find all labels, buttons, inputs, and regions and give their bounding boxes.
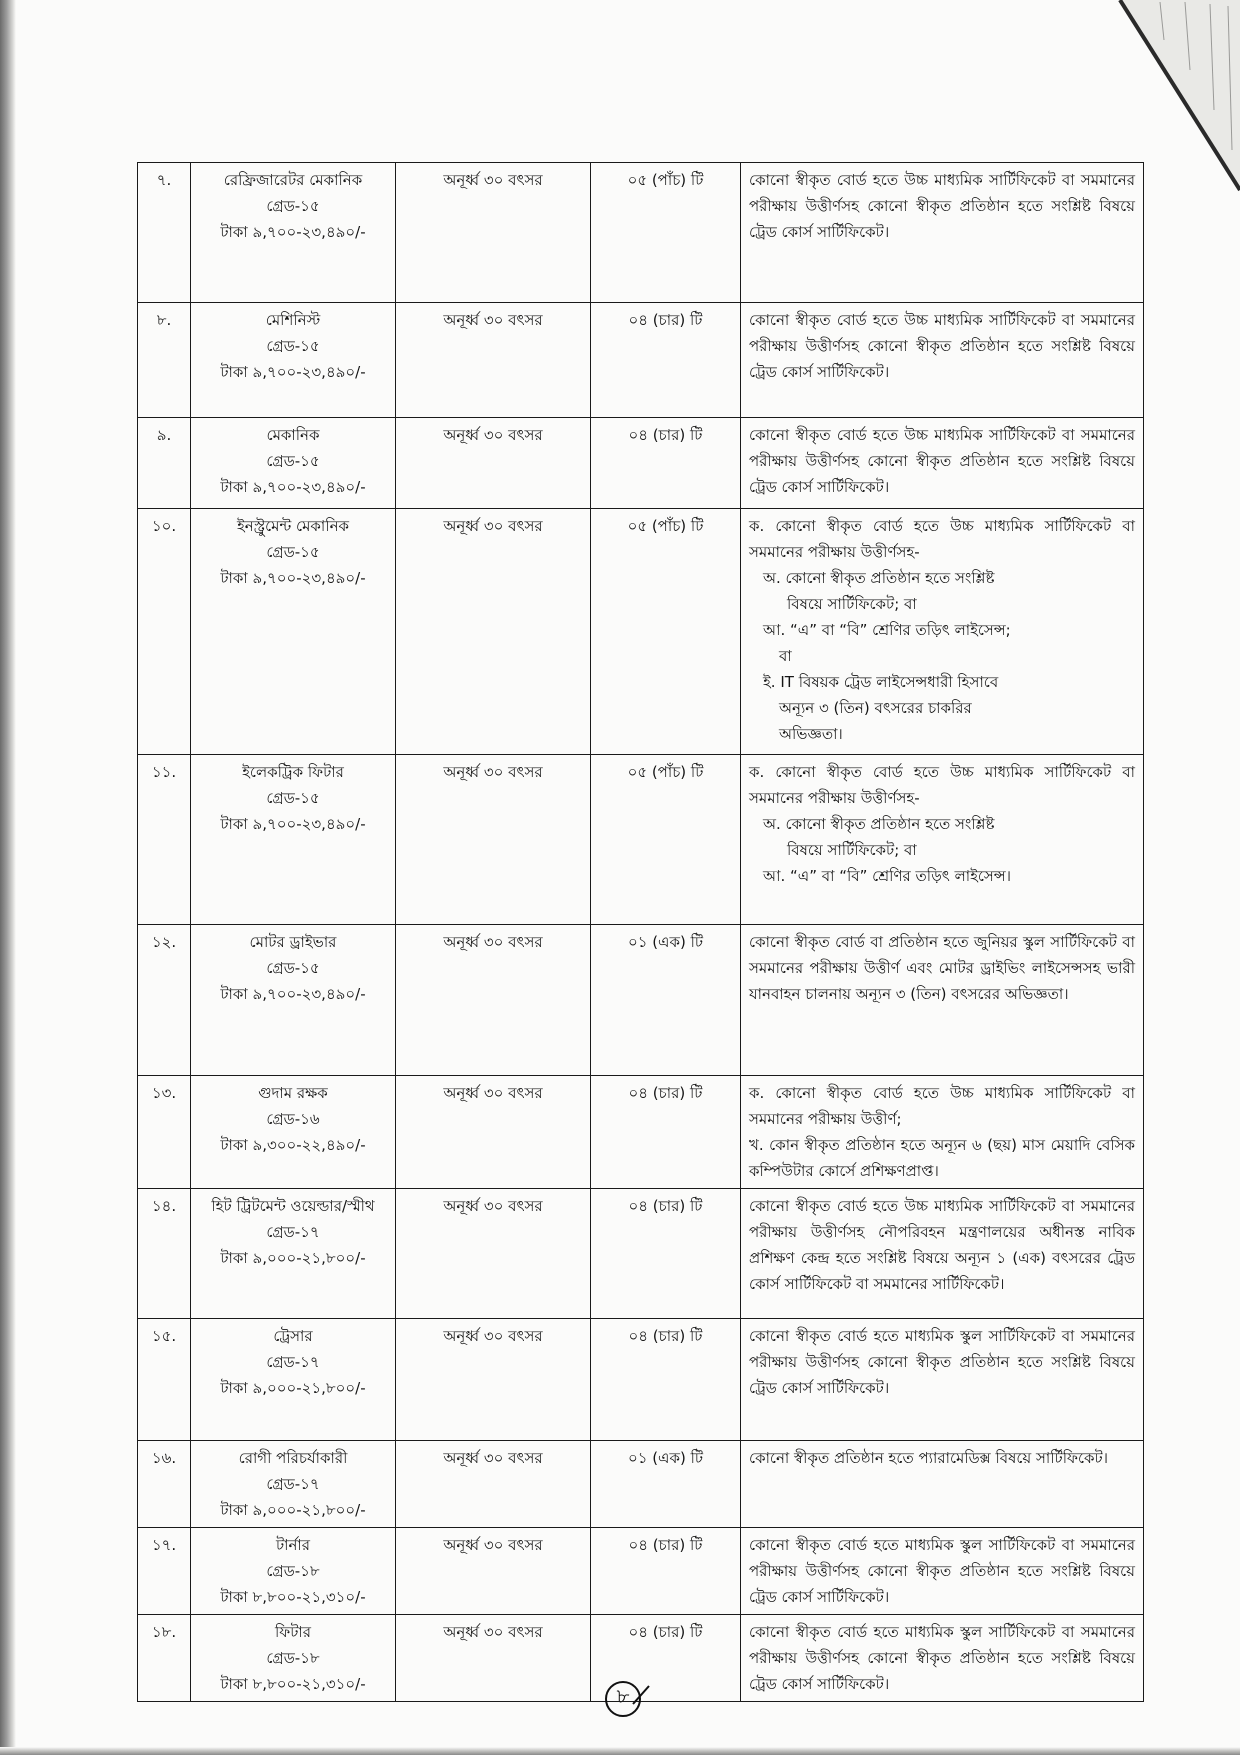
qualification-line: অ. কোনো স্বীকৃত প্রতিষ্ঠান হতে সংশ্লিষ্ট: [763, 815, 995, 833]
qualification-line: আ. “এ” বা “বি” শ্রেণির তড়িৎ লাইসেন্স;: [763, 621, 1011, 639]
table-row: [138, 163, 1144, 303]
page-number-text: ৮: [616, 1684, 630, 1708]
post-cell: [191, 755, 396, 925]
post-cell: [191, 1528, 396, 1615]
vacancy-count: ০৫ (পাঁচ) টি: [591, 509, 741, 755]
serial-number: ১২.: [138, 925, 191, 1076]
post-grade: গ্রেড-১৬: [266, 1110, 320, 1128]
qualification-line: কোনো স্বীকৃত বোর্ড হতে উচ্চ মাধ্যমিক সার্টিফিকেট বা সমমানের পরীক্ষায় উত্তীর্ণসহ কোনো স্বীকৃত প্রতিষ্ঠান হতে সংশ্লিষ্ট বিষয়ে ট্রেড কোর্স সার্টিফিকেট।: [749, 311, 1135, 381]
qualification-line: কোনো স্বীকৃত বোর্ড হতে মাধ্যমিক স্কুল সার্টিফিকেট বা সমমানের পরীক্ষায় উত্তীর্ণসহ কোনো স্বীকৃত প্রতিষ্ঠান হতে সংশ্লিষ্ট বিষয়ে ট্রেড কোর্স সার্টিফিকেট।: [749, 1623, 1135, 1693]
qualification-line: অ. কোনো স্বীকৃত প্রতিষ্ঠান হতে সংশ্লিষ্ট: [763, 569, 995, 587]
qualification-line: কোনো স্বীকৃত বোর্ড হতে মাধ্যমিক স্কুল সার্টিফিকেট বা সমমানের পরীক্ষায় উত্তীর্ণসহ কোনো স্বীকৃত প্রতিষ্ঠান হতে সংশ্লিষ্ট বিষয়ে ট্রেড কোর্স সার্টিফিকেট।: [749, 1536, 1135, 1606]
qualification: [741, 1319, 1144, 1441]
qualification: [741, 1615, 1144, 1702]
qualification-line: কোনো স্বীকৃত বোর্ড বা প্রতিষ্ঠান হতে জুনিয়র স্কুল সার্টিফিকেট বা সমমানের পরীক্ষায় উত্তীর্ণ এবং মোটর ড্রাইভিং লাইসেন্সসহ ভারী যানবাহন চালনায় অন্যূন ৩ (তিন) বৎসরের অভিজ্ঞতা।: [749, 933, 1135, 1003]
vacancy-count: ০৪ (চার) টি: [591, 1319, 741, 1441]
qualification-line: ক. কোনো স্বীকৃত বোর্ড হতে উচ্চ মাধ্যমিক সার্টিফিকেট বা সমমানের পরীক্ষায় উত্তীর্ণসহ-: [749, 517, 1135, 561]
posts-table: [137, 162, 1144, 1702]
post-pay-scale: টাকা ৯,৭০০-২৩,৪৯০/-: [220, 478, 366, 496]
table-row: [138, 1319, 1144, 1441]
qualification-line: কোনো স্বীকৃত বোর্ড হতে উচ্চ মাধ্যমিক সার্টিফিকেট বা সমমানের পরীক্ষায় উত্তীর্ণসহ কোনো স্বীকৃত প্রতিষ্ঠান হতে সংশ্লিষ্ট বিষয়ে ট্রেড কোর্স সার্টিফিকেট।: [749, 426, 1135, 496]
post-cell: [191, 925, 396, 1076]
serial-number: ১০.: [138, 509, 191, 755]
post-pay-scale: টাকা ৯,৭০০-২৩,৪৯০/-: [220, 223, 366, 241]
age-limit: অনূর্ধ্ব ৩০ বৎসর: [396, 163, 591, 303]
qualification-line: বিষয়ে সার্টিফিকেট; বা: [787, 841, 917, 859]
qualification-line: বিষয়ে সার্টিফিকেট; বা: [787, 595, 917, 613]
age-limit: অনূর্ধ্ব ৩০ বৎসর: [396, 303, 591, 418]
post-cell: [191, 303, 396, 418]
age-limit: অনূর্ধ্ব ৩০ বৎসর: [396, 1441, 591, 1528]
handwritten-page-number: [603, 1676, 651, 1720]
post-name: গুদাম রক্ষক: [258, 1084, 328, 1102]
table-row: [138, 1189, 1144, 1319]
post-grade: গ্রেড-১৮: [266, 1562, 320, 1580]
post-grade: গ্রেড-১৫: [266, 197, 320, 215]
table-row: [138, 418, 1144, 509]
post-cell: [191, 1189, 396, 1319]
qualification-line: কোনো স্বীকৃত প্রতিষ্ঠান হতে প্যারামেডিক্স বিষয়ে সার্টিফিকেট।: [749, 1449, 1109, 1467]
qualification: [741, 755, 1144, 925]
post-name: ইলেকট্রিক ফিটার: [242, 763, 344, 781]
post-grade: গ্রেড-১৮: [266, 1649, 320, 1667]
qualification: [741, 509, 1144, 755]
table-row: [138, 303, 1144, 418]
scan-left-edge-shadow: [0, 0, 16, 1755]
post-name: রোগী পরিচর্যাকারী: [238, 1449, 348, 1467]
post-cell: [191, 1441, 396, 1528]
post-name: হিট ট্রিটমেন্ট ওয়েল্ডার/স্মীথ: [211, 1197, 375, 1215]
serial-number: ১৮.: [138, 1615, 191, 1702]
post-pay-scale: টাকা ৮,৮০০-২১,৩১০/-: [220, 1675, 366, 1693]
qualification: [741, 925, 1144, 1076]
age-limit: অনূর্ধ্ব ৩০ বৎসর: [396, 755, 591, 925]
table-row: [138, 1528, 1144, 1615]
vacancy-count: ০৪ (চার) টি: [591, 418, 741, 509]
qualification: [741, 163, 1144, 303]
post-name: টার্নার: [275, 1536, 311, 1554]
post-name: ফিটার: [274, 1623, 312, 1641]
vacancy-count: ০৪ (চার) টি: [591, 1528, 741, 1615]
post-cell: [191, 1319, 396, 1441]
post-pay-scale: টাকা ৮,৮০০-২১,৩১০/-: [220, 1588, 366, 1606]
post-grade: গ্রেড-১৭: [266, 1475, 320, 1493]
serial-number: ১১.: [138, 755, 191, 925]
age-limit: অনূর্ধ্ব ৩০ বৎসর: [396, 1189, 591, 1319]
table-row: [138, 509, 1144, 755]
vacancy-count: ০৫ (পাঁচ) টি: [591, 163, 741, 303]
serial-number: ৮.: [138, 303, 191, 418]
post-pay-scale: টাকা ৯,৭০০-২৩,৪৯০/-: [220, 815, 366, 833]
vacancy-count: ০১ (এক) টি: [591, 925, 741, 1076]
post-name: মেকানিক: [266, 426, 320, 444]
age-limit: অনূর্ধ্ব ৩০ বৎসর: [396, 509, 591, 755]
qualification: [741, 1189, 1144, 1319]
qualification: [741, 1076, 1144, 1189]
age-limit: অনূর্ধ্ব ৩০ বৎসর: [396, 1528, 591, 1615]
post-name: ইনস্ট্রুমেন্ট মেকানিক: [236, 517, 350, 535]
table-row: [138, 1441, 1144, 1528]
qualification-line: অভিজ্ঞতা।: [779, 725, 843, 743]
qualification: [741, 303, 1144, 418]
serial-number: ১৬.: [138, 1441, 191, 1528]
scan-bottom-edge-shadow: [0, 1747, 1240, 1755]
post-name: মেশিনিস্ট: [265, 311, 321, 329]
post-grade: গ্রেড-১৫: [266, 452, 320, 470]
age-limit: অনূর্ধ্ব ৩০ বৎসর: [396, 1615, 591, 1702]
post-grade: গ্রেড-১৫: [266, 789, 320, 807]
post-grade: গ্রেড-১৭: [266, 1223, 320, 1241]
post-grade: গ্রেড-১৫: [266, 959, 320, 977]
serial-number: ১৪.: [138, 1189, 191, 1319]
serial-number: ৯.: [138, 418, 191, 509]
qualification: [741, 1528, 1144, 1615]
serial-number: ১৩.: [138, 1076, 191, 1189]
post-pay-scale: টাকা ৯,৭০০-২৩,৪৯০/-: [220, 985, 366, 1003]
post-grade: গ্রেড-১৫: [266, 543, 320, 561]
age-limit: অনূর্ধ্ব ৩০ বৎসর: [396, 1076, 591, 1189]
age-limit: অনূর্ধ্ব ৩০ বৎসর: [396, 1319, 591, 1441]
post-name: মোটর ড্রাইভার: [249, 933, 337, 951]
serial-number: ৭.: [138, 163, 191, 303]
post-cell: [191, 1076, 396, 1189]
qualification-line: কোনো স্বীকৃত বোর্ড হতে উচ্চ মাধ্যমিক সার্টিফিকেট বা সমমানের পরীক্ষায় উত্তীর্ণসহ নৌপরিবহন মন্ত্রণালয়ের অধীনস্ত নাবিক প্রশিক্ষণ কেন্দ্র হতে সংশ্লিষ্ট বিষয়ে অন্যূন ১ (এক) বৎসরের ট্রেড কোর্স সার্টিফিকেট বা সমমানের সার্টিফিকেট।: [749, 1197, 1135, 1293]
post-cell: [191, 418, 396, 509]
post-name: রেফ্রিজারেটর মেকানিক: [223, 171, 363, 189]
age-limit: অনূর্ধ্ব ৩০ বৎসর: [396, 925, 591, 1076]
qualification-line: অন্যূন ৩ (তিন) বৎসরের চাকরির: [779, 699, 972, 717]
post-pay-scale: টাকা ৯,৭০০-২৩,৪৯০/-: [220, 363, 366, 381]
qualification-line: বা: [779, 647, 792, 665]
post-pay-scale: টাকা ৯,০০০-২১,৮০০/-: [220, 1249, 366, 1267]
qualification-line: কোনো স্বীকৃত বোর্ড হতে মাধ্যমিক স্কুল সার্টিফিকেট বা সমমানের পরীক্ষায় উত্তীর্ণসহ কোনো স্বীকৃত প্রতিষ্ঠান হতে সংশ্লিষ্ট বিষয়ে ট্রেড কোর্স সার্টিফিকেট।: [749, 1327, 1135, 1397]
post-grade: গ্রেড-১৫: [266, 337, 320, 355]
qualification-line: ক. কোনো স্বীকৃত বোর্ড হতে উচ্চ মাধ্যমিক সার্টিফিকেট বা সমমানের পরীক্ষায় উত্তীর্ণসহ-: [749, 763, 1135, 807]
qualification-line: কোনো স্বীকৃত বোর্ড হতে উচ্চ মাধ্যমিক সার্টিফিকেট বা সমমানের পরীক্ষায় উত্তীর্ণসহ কোনো স্বীকৃত প্রতিষ্ঠান হতে সংশ্লিষ্ট বিষয়ে ট্রেড কোর্স সার্টিফিকেট।: [749, 171, 1135, 241]
post-grade: গ্রেড-১৭: [266, 1353, 320, 1371]
table-row: [138, 755, 1144, 925]
qualification: [741, 1441, 1144, 1528]
qualification: [741, 418, 1144, 509]
table-row: [138, 925, 1144, 1076]
vacancy-count: ০৪ (চার) টি: [591, 1076, 741, 1189]
post-pay-scale: টাকা ৯,০০০-২১,৮০০/-: [220, 1501, 366, 1519]
serial-number: ১৭.: [138, 1528, 191, 1615]
post-name: ট্রেসার: [273, 1327, 313, 1345]
age-limit: অনূর্ধ্ব ৩০ বৎসর: [396, 418, 591, 509]
vacancy-count: ০৪ (চার) টি: [591, 1189, 741, 1319]
vacancy-count: ০১ (এক) টি: [591, 1441, 741, 1528]
posts-table-body: [138, 163, 1144, 1702]
post-cell: [191, 1615, 396, 1702]
table-row: [138, 1076, 1144, 1189]
qualification-line: আ. “এ” বা “বি” শ্রেণির তড়িৎ লাইসেন্স।: [763, 867, 1012, 885]
post-pay-scale: টাকা ৯,৭০০-২৩,৪৯০/-: [220, 569, 366, 587]
vacancy-count: ০৪ (চার) টি: [591, 1615, 741, 1702]
qualification-line: ক. কোনো স্বীকৃত বোর্ড হতে উচ্চ মাধ্যমিক সার্টিফিকেট বা সমমানের পরীক্ষায় উত্তীর্ণ;: [749, 1084, 1135, 1128]
vacancy-count: ০৫ (পাঁচ) টি: [591, 755, 741, 925]
serial-number: ১৫.: [138, 1319, 191, 1441]
qualification-line: খ. কোন স্বীকৃত প্রতিষ্ঠান হতে অন্যূন ৬ (ছয়) মাস মেয়াদি বেসিক কম্পিউটার কোর্সে প্রশিক্ষণপ্রাপ্ত।: [749, 1136, 1135, 1180]
post-cell: [191, 163, 396, 303]
vacancy-count: ০৪ (চার) টি: [591, 303, 741, 418]
post-cell: [191, 509, 396, 755]
post-pay-scale: টাকা ৯,০০০-২১,৮০০/-: [220, 1379, 366, 1397]
post-pay-scale: টাকা ৯,৩০০-২২,৪৯০/-: [220, 1136, 366, 1154]
qualification-line: ই. IT বিষয়ক ট্রেড লাইসেন্সধারী হিসাবে: [763, 673, 999, 691]
